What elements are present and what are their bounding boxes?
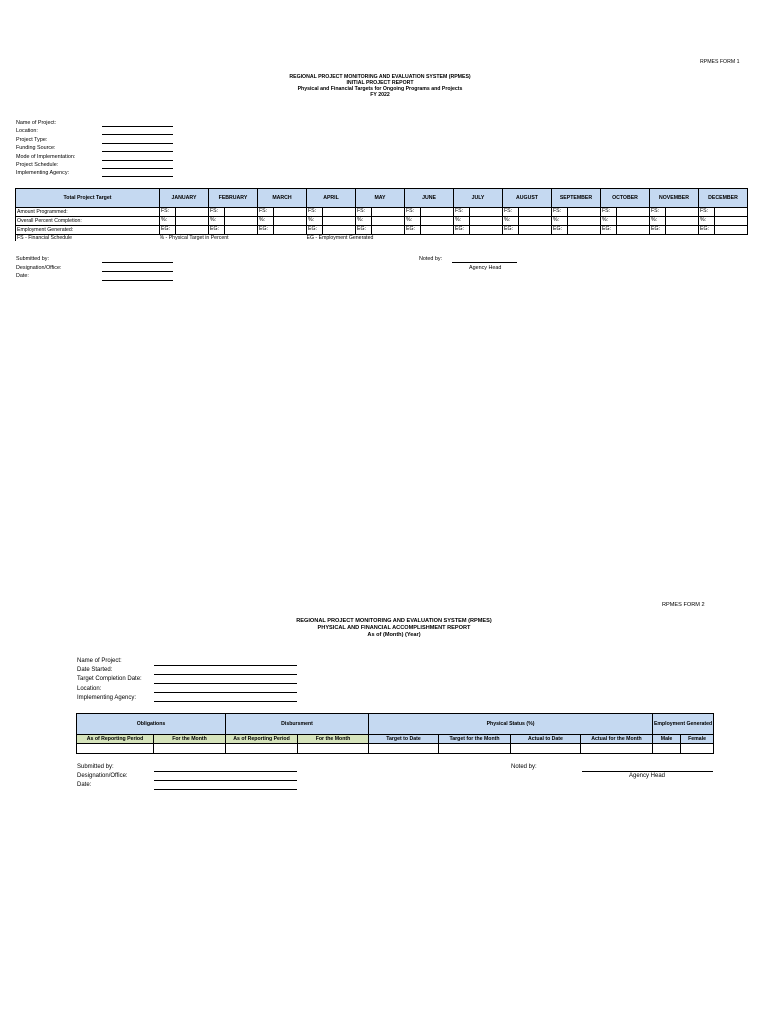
form1-cell-prefix: %: — [552, 217, 568, 225]
form1-cell-prefix: EG: — [307, 226, 323, 234]
form1-month-cell[interactable] — [454, 208, 503, 217]
form1-submitted-by-input[interactable] — [102, 262, 173, 263]
form1-cell-prefix: FS: — [454, 208, 470, 216]
field-label-implementing-agency: Implementing Agency: — [16, 170, 70, 176]
form1-cell-prefix: %: — [650, 217, 666, 225]
field-input-date-started[interactable] — [154, 674, 297, 675]
form1-month-cell[interactable] — [454, 226, 503, 235]
form1-cell-value[interactable] — [617, 208, 649, 216]
field-input-name-of-project-2[interactable] — [154, 665, 297, 666]
header-total-project-target: Total Project Target — [16, 189, 160, 208]
form1-cell-prefix: FS: — [552, 208, 568, 216]
form1-month-cell[interactable] — [552, 226, 601, 235]
form1-cell-value[interactable] — [323, 208, 355, 216]
form1-month-cell[interactable] — [650, 226, 699, 235]
field-label-project-type: Project Type: — [16, 137, 48, 143]
header-physical-status: Physical Status (%) — [369, 714, 653, 735]
field-input-location-2[interactable] — [154, 692, 297, 693]
form2-cell[interactable] — [581, 744, 653, 754]
form2-data-row — [77, 744, 714, 754]
field-label-mode-of-implementation: Mode of Implementation: — [16, 154, 76, 160]
form1-cell-value[interactable] — [568, 226, 600, 234]
form1-month-cell[interactable] — [307, 217, 356, 226]
form1-cell-value[interactable] — [568, 208, 600, 216]
form1-table-header-row — [16, 189, 748, 208]
form2-noted-by-label: Noted by: — [511, 764, 537, 770]
header-month-december: DECEMBER — [699, 189, 748, 208]
form1-row-label: Employment Generated: — [16, 226, 160, 235]
form1-title-system: REGIONAL PROJECT MONITORING AND EVALUATION SYSTEM (RPMES) — [289, 74, 471, 80]
form1-month-cell[interactable] — [209, 208, 258, 217]
form1-row-label: Amount Programmed: — [16, 208, 160, 217]
form1-cell-prefix: EG: — [258, 226, 274, 234]
header-month-november: NOVEMBER — [650, 189, 699, 208]
form1-cell-value[interactable] — [470, 217, 502, 225]
field-label-name-of-project: Name of Project: — [16, 120, 57, 126]
form1-cell-value[interactable] — [666, 226, 698, 234]
field-label-implementing-agency-2: Implementing Agency: — [77, 695, 137, 701]
form1-cell-prefix: %: — [209, 217, 225, 225]
form1-month-cell[interactable] — [601, 226, 650, 235]
form1-date-input[interactable] — [102, 280, 173, 281]
form1-table-row — [16, 217, 748, 226]
form1-cell-value[interactable] — [421, 217, 453, 225]
form1-month-cell[interactable] — [503, 217, 552, 226]
header-month-april: APRIL — [307, 189, 356, 208]
form1-cell-prefix: FS: — [160, 208, 176, 216]
form1-month-cell[interactable] — [552, 217, 601, 226]
form1-title-fy: FY 2022 — [370, 92, 390, 98]
form1-cell-value[interactable] — [617, 217, 649, 225]
form2-designation-label: Designation/Office: — [77, 773, 128, 779]
form1-cell-value[interactable] — [666, 217, 698, 225]
form2-cell[interactable] — [226, 744, 298, 754]
form1-cell-prefix: %: — [307, 217, 323, 225]
form1-cell-value[interactable] — [225, 226, 257, 234]
header-employment-generated: Employment Generated — [653, 714, 714, 735]
form1-cell-prefix: %: — [454, 217, 470, 225]
form1-cell-prefix: EG: — [160, 226, 176, 234]
form1-cell-value[interactable] — [274, 226, 306, 234]
form1-cell-prefix: EG: — [552, 226, 568, 234]
legend-fs: FS - Financial Schedule — [16, 235, 160, 242]
form2-cell[interactable] — [653, 744, 681, 754]
form1-cell-prefix: FS: — [405, 208, 421, 216]
header-obligations: Obligations — [77, 714, 226, 735]
form2-accomplishment-table — [76, 713, 714, 754]
subheader-disbursment-for-month: For the Month — [298, 735, 369, 744]
form1-date-label: Date: — [16, 273, 29, 279]
form1-cell-value[interactable] — [715, 217, 747, 225]
header-month-february: FEBRUARY — [209, 189, 258, 208]
form1-cell-prefix: FS: — [307, 208, 323, 216]
form1-row-label: Overall Percent Completion: — [16, 217, 160, 226]
form1-cell-value[interactable] — [274, 217, 306, 225]
form1-month-cell[interactable] — [160, 226, 209, 235]
field-input-location[interactable] — [102, 134, 173, 135]
form1-noted-by-label: Noted by: — [419, 256, 443, 262]
form1-cell-value[interactable] — [470, 226, 502, 234]
form2-cell[interactable] — [369, 744, 439, 754]
form1-month-cell[interactable] — [209, 217, 258, 226]
field-input-funding-source[interactable] — [102, 151, 173, 152]
form1-month-cell[interactable] — [601, 217, 650, 226]
form1-cell-value[interactable] — [176, 217, 208, 225]
form1-month-cell[interactable] — [258, 208, 307, 217]
form1-cell-value[interactable] — [372, 208, 404, 216]
legend-percent: % - Physical Target in Percent — [159, 235, 229, 241]
subheader-obligations-as-of: As of Reporting Period — [77, 735, 154, 744]
form1-cell-value[interactable] — [715, 226, 747, 234]
form1-table-row — [16, 208, 748, 217]
field-label-date-started: Date Started: — [77, 667, 113, 673]
form1-month-cell[interactable] — [699, 208, 748, 217]
form1-month-cell[interactable] — [552, 208, 601, 217]
field-input-name-of-project[interactable] — [102, 126, 173, 127]
form2-date-input[interactable] — [154, 789, 297, 790]
form1-cell-prefix: FS: — [258, 208, 274, 216]
form1-month-cell[interactable] — [601, 208, 650, 217]
form1-number: RPMES FORM 1 — [700, 59, 740, 65]
field-label-location-2: Location: — [77, 686, 102, 692]
form1-cell-prefix: FS: — [601, 208, 617, 216]
field-input-mode-of-implementation[interactable] — [102, 160, 173, 161]
form1-month-cell[interactable] — [454, 217, 503, 226]
form1-month-cell[interactable] — [258, 217, 307, 226]
form1-month-cell[interactable] — [307, 208, 356, 217]
form1-designation-input[interactable] — [102, 271, 173, 272]
form1-month-cell[interactable] — [650, 208, 699, 217]
form1-month-cell[interactable] — [356, 226, 405, 235]
form1-cell-prefix: EG: — [601, 226, 617, 234]
field-input-project-schedule[interactable] — [102, 168, 173, 169]
header-month-august: AUGUST — [503, 189, 552, 208]
subheader-disbursment-as-of: As of Reporting Period — [226, 735, 298, 744]
form1-cell-prefix: %: — [503, 217, 519, 225]
form2-designation-input[interactable] — [154, 780, 297, 781]
form1-cell-prefix: EG: — [454, 226, 470, 234]
form1-cell-prefix: EG: — [503, 226, 519, 234]
form1-month-cell[interactable] — [160, 208, 209, 217]
form1-cell-value[interactable] — [519, 208, 551, 216]
form1-month-cell[interactable] — [503, 226, 552, 235]
form1-cell-prefix: FS: — [650, 208, 666, 216]
form2-number: RPMES FORM 2 — [662, 602, 705, 608]
form1-cell-prefix: %: — [405, 217, 421, 225]
form2-title-system: REGIONAL PROJECT MONITORING AND EVALUATION SYSTEM (RPMES) — [296, 618, 492, 624]
field-label-location: Location: — [16, 128, 38, 134]
form1-cell-prefix: FS: — [699, 208, 715, 216]
form2-cell[interactable] — [511, 744, 581, 754]
form1-cell-value[interactable] — [568, 217, 600, 225]
form1-month-cell[interactable] — [258, 226, 307, 235]
form1-cell-prefix: FS: — [503, 208, 519, 216]
form1-agency-head-label: Agency Head — [469, 265, 502, 271]
form1-cell-prefix: %: — [601, 217, 617, 225]
subheader-target-to-date: Target to Date — [369, 735, 439, 744]
form1-cell-value[interactable] — [715, 208, 747, 216]
field-input-implementing-agency-2[interactable] — [154, 701, 297, 702]
field-input-target-completion-date[interactable] — [154, 683, 297, 684]
subheader-female: Female — [681, 735, 714, 744]
form2-submitted-by-input[interactable] — [154, 771, 297, 772]
form1-cell-prefix: EG: — [699, 226, 715, 234]
form2-subheader-row — [77, 735, 714, 744]
header-month-july: JULY — [454, 189, 503, 208]
form1-title-report: INITIAL PROJECT REPORT — [346, 80, 414, 86]
field-label-funding-source: Funding Source: — [16, 145, 56, 151]
header-month-march: MARCH — [258, 189, 307, 208]
form1-cell-prefix: EG: — [209, 226, 225, 234]
form1-cell-value[interactable] — [225, 217, 257, 225]
form1-month-cell[interactable] — [307, 226, 356, 235]
form1-cell-value[interactable] — [617, 226, 649, 234]
form1-cell-prefix: %: — [160, 217, 176, 225]
legend-eg: EG - Employment Generated — [306, 235, 374, 241]
form2-agency-head-label: Agency Head — [629, 773, 666, 779]
header-month-september: SEPTEMBER — [552, 189, 601, 208]
form1-cell-value[interactable] — [372, 217, 404, 225]
subheader-actual-to-date: Actual to Date — [511, 735, 581, 744]
form2-cell[interactable] — [154, 744, 226, 754]
form2-title-report: PHYSICAL AND FINANCIAL ACCOMPLISHMENT REPORT — [317, 625, 471, 631]
form1-cell-prefix: FS: — [356, 208, 372, 216]
form2-title-as-of: As of (Month) (Year) — [367, 632, 421, 638]
header-month-january: JANUARY — [160, 189, 209, 208]
form1-cell-prefix: %: — [699, 217, 715, 225]
form1-month-cell[interactable] — [209, 226, 258, 235]
form1-cell-prefix: FS: — [209, 208, 225, 216]
form2-noted-by-input[interactable] — [582, 771, 713, 772]
form2-cell[interactable] — [298, 744, 369, 754]
form1-cell-value[interactable] — [274, 208, 306, 216]
form2-group-header-row — [77, 714, 714, 735]
form1-legend-row — [16, 235, 748, 242]
subheader-target-for-month: Target for the Month — [439, 735, 511, 744]
form2-date-label: Date: — [77, 782, 92, 788]
form1-cell-prefix: EG: — [405, 226, 421, 234]
field-label-project-schedule: Project Schedule: — [16, 162, 59, 168]
form1-cell-value[interactable] — [421, 208, 453, 216]
form1-targets-table — [15, 188, 748, 241]
field-label-name-of-project-2: Name of Project: — [77, 658, 122, 664]
form1-month-cell[interactable] — [699, 226, 748, 235]
form1-month-cell[interactable] — [160, 217, 209, 226]
form1-month-cell[interactable] — [405, 208, 454, 217]
form1-table-row — [16, 226, 748, 235]
subheader-obligations-for-month: For the Month — [154, 735, 226, 744]
field-input-implementing-agency[interactable] — [102, 176, 173, 177]
form2-cell[interactable] — [77, 744, 154, 754]
form1-cell-value[interactable] — [470, 208, 502, 216]
form2-submitted-by-label: Submitted by: — [77, 764, 114, 770]
form1-cell-prefix: %: — [356, 217, 372, 225]
header-month-october: OCTOBER — [601, 189, 650, 208]
form1-cell-value[interactable] — [666, 208, 698, 216]
form1-cell-value[interactable] — [176, 208, 208, 216]
form1-title-subtitle: Physical and Financial Targets for Ongoing Programs and Projects — [297, 86, 463, 92]
form1-month-cell[interactable] — [405, 217, 454, 226]
form1-month-cell[interactable] — [356, 208, 405, 217]
form1-cell-prefix: EG: — [356, 226, 372, 234]
field-input-project-type[interactable] — [102, 143, 173, 144]
form1-cell-prefix: %: — [258, 217, 274, 225]
form1-cell-prefix: EG: — [650, 226, 666, 234]
form1-cell-value[interactable] — [421, 226, 453, 234]
subheader-actual-for-month: Actual for the Month — [581, 735, 653, 744]
form1-cell-value[interactable] — [519, 226, 551, 234]
form2-cell[interactable] — [681, 744, 714, 754]
form1-noted-by-input[interactable] — [452, 262, 517, 263]
form1-submitted-by-label: Submitted by: — [16, 256, 49, 262]
form1-cell-value[interactable] — [176, 226, 208, 234]
form1-cell-value[interactable] — [323, 226, 355, 234]
header-month-june: JUNE — [405, 189, 454, 208]
form2-cell[interactable] — [439, 744, 511, 754]
form1-month-cell[interactable] — [650, 217, 699, 226]
form1-cell-value[interactable] — [519, 217, 551, 225]
form1-month-cell[interactable] — [356, 217, 405, 226]
header-disbursment: Disbursment — [226, 714, 369, 735]
field-label-target-completion-date: Target Completion Date: — [77, 676, 142, 682]
form1-cell-value[interactable] — [323, 217, 355, 225]
form1-month-cell[interactable] — [699, 217, 748, 226]
header-month-may: MAY — [356, 189, 405, 208]
form1-cell-value[interactable] — [225, 208, 257, 216]
form1-cell-value[interactable] — [372, 226, 404, 234]
form1-month-cell[interactable] — [503, 208, 552, 217]
form1-month-cell[interactable] — [405, 226, 454, 235]
form1-designation-label: Designation/Office: — [16, 265, 62, 271]
subheader-male: Male — [653, 735, 681, 744]
